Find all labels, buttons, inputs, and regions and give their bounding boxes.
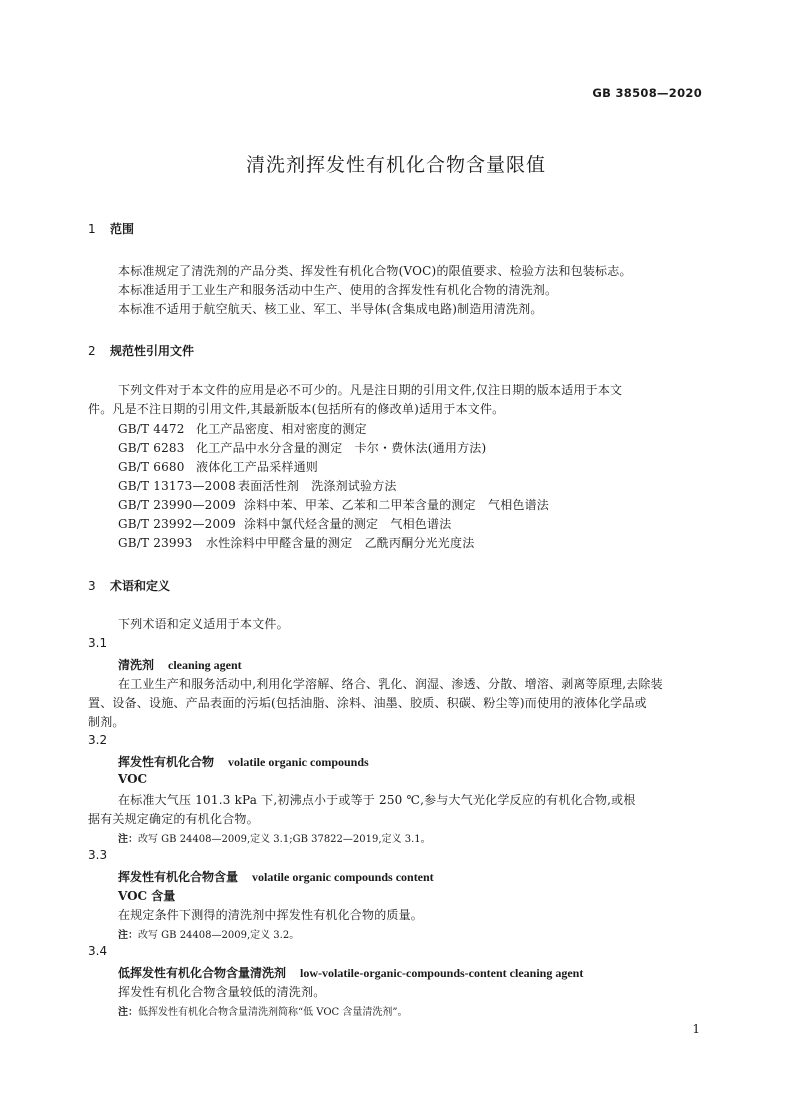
section-3-heading: [88, 577, 170, 594]
definition-line: 据有关规定确定的有机化合物。: [88, 812, 259, 826]
paragraph: 件。凡是不注日期的引用文件,其最新版本(包括所有的修改单)适用于本文件。: [88, 402, 505, 416]
reference-code: GB/T 23990—2009: [118, 498, 236, 512]
reference-code: GB/T 13173—2008: [118, 479, 236, 493]
term-number: 3.2: [88, 733, 108, 747]
section-1-heading: [88, 220, 134, 237]
definition-line: 在规定条件下测得的清洗剂中挥发性有机化合物的质量。: [118, 908, 424, 922]
term-number: 3.3: [88, 848, 108, 862]
note-text: 低挥发性有机化合物含量清洗剂简称“低 VOC 含量清洗剂”。: [138, 1007, 408, 1018]
section-2-heading: [88, 342, 194, 359]
reference-title: 液体化工产品采样通则: [196, 460, 319, 474]
section-number: 3: [88, 579, 96, 593]
reference-code: GB/T 6680: [118, 460, 185, 474]
definition-line: 置、设备、设施、产品表面的污垢(包括油脂、涂料、油墨、胶质、积碳、粉尘等)而使用的液体化学品或: [88, 696, 647, 710]
section-title: 规范性引用文件: [110, 344, 195, 358]
term-number: 3.1: [88, 636, 108, 650]
page-title: 清洗剂挥发性有机化合物含量限值: [245, 154, 546, 176]
term-en: volatile organic compounds: [228, 755, 369, 769]
reference-title: 化工产品中水分含量的测定 卡尔・费休法(通用方法): [196, 441, 487, 455]
reference-item: [118, 420, 367, 437]
page-number: 1: [692, 1022, 700, 1036]
reference-title: 涂料中氯代烃含量的测定 气相色谱法: [244, 517, 452, 531]
term-en: cleaning agent: [168, 658, 242, 672]
term-heading: [118, 753, 369, 770]
standard-number: GB 38508—2020: [592, 86, 702, 100]
term-heading: [118, 868, 434, 885]
section-title: 范围: [110, 222, 135, 236]
term-zh: 低挥发性有机化合物含量清洗剂: [118, 966, 287, 980]
reference-title: 涂料中苯、甲苯、乙苯和二甲苯含量的测定 气相色谱法: [244, 498, 550, 512]
term-zh: 挥发性有机化合物: [118, 755, 215, 769]
term-en: volatile organic compounds content: [252, 870, 434, 884]
term-zh: 挥发性有机化合物含量: [118, 870, 239, 884]
term-note: [118, 830, 431, 845]
reference-title: 水性涂料中甲醛含量的测定 乙酰丙酮分光光度法: [206, 536, 475, 550]
paragraph: 本标准适用于工业生产和服务活动中生产、使用的含挥发性有机化合物的清洗剂。: [118, 283, 558, 297]
reference-code: GB/T 4472: [118, 422, 185, 436]
term-abbreviation: VOC 含量: [118, 889, 176, 903]
definition-line: 挥发性有机化合物含量较低的清洗剂。: [118, 985, 326, 999]
term-en: low-volatile-organic-compounds-content cleaning agent: [300, 966, 584, 980]
term-heading: [118, 964, 583, 981]
reference-title: 化工产品密度、相对密度的测定: [196, 422, 367, 436]
paragraph: 本标准规定了清洗剂的产品分类、挥发性有机化合物(VOC)的限值要求、检验方法和包装标志。: [118, 264, 632, 278]
term-abbreviation: VOC: [118, 772, 148, 786]
term-note: [118, 1003, 407, 1018]
term-number: 3.4: [88, 944, 108, 958]
reference-code: GB/T 23993: [118, 536, 193, 550]
definition-line: 在工业生产和服务活动中,利用化学溶解、络合、乳化、润湿、渗透、分散、增溶、剥离等原理,去除装: [118, 677, 663, 691]
reference-code: GB/T 6283: [118, 441, 185, 455]
note-label: 注：: [118, 1007, 138, 1018]
definition-line: 制剂。: [88, 715, 125, 729]
reference-item: [118, 496, 549, 513]
note-text: 改写 GB 24408—2009,定义 3.2。: [138, 930, 300, 941]
paragraph: 下列术语和定义适用于本文件。: [118, 617, 289, 631]
reference-item: [118, 458, 318, 475]
section-number: 2: [88, 344, 96, 358]
paragraph: 本标准不适用于航空航天、核工业、军工、半导体(含集成电路)制造用清洗剂。: [118, 302, 543, 316]
reference-item: [118, 439, 486, 456]
reference-item: [118, 477, 397, 494]
reference-item: [118, 515, 451, 532]
note-label: 注：: [118, 930, 138, 941]
definition-line: 在标准大气压 101.3 kPa 下,初沸点小于或等于 250 ℃,参与大气光化学反应的有机化合物,或根: [118, 793, 636, 807]
term-note: [118, 926, 299, 941]
note-text: 改写 GB 24408—2009,定义 3.1;GB 37822—2019,定义 3.1。: [138, 834, 431, 845]
reference-item: [118, 534, 474, 551]
note-label: 注：: [118, 834, 138, 845]
term-zh: 清洗剂: [118, 658, 155, 672]
section-number: 1: [88, 222, 96, 236]
reference-title: 表面活性剂 洗涤剂试验方法: [238, 479, 397, 493]
paragraph: 下列文件对于本文件的应用是必不可少的。凡是注日期的引用文件,仅注日期的版本适用于本文: [118, 383, 623, 397]
reference-code: GB/T 23992—2009: [118, 517, 236, 531]
term-heading: [118, 656, 242, 673]
section-title: 术语和定义: [110, 579, 171, 593]
